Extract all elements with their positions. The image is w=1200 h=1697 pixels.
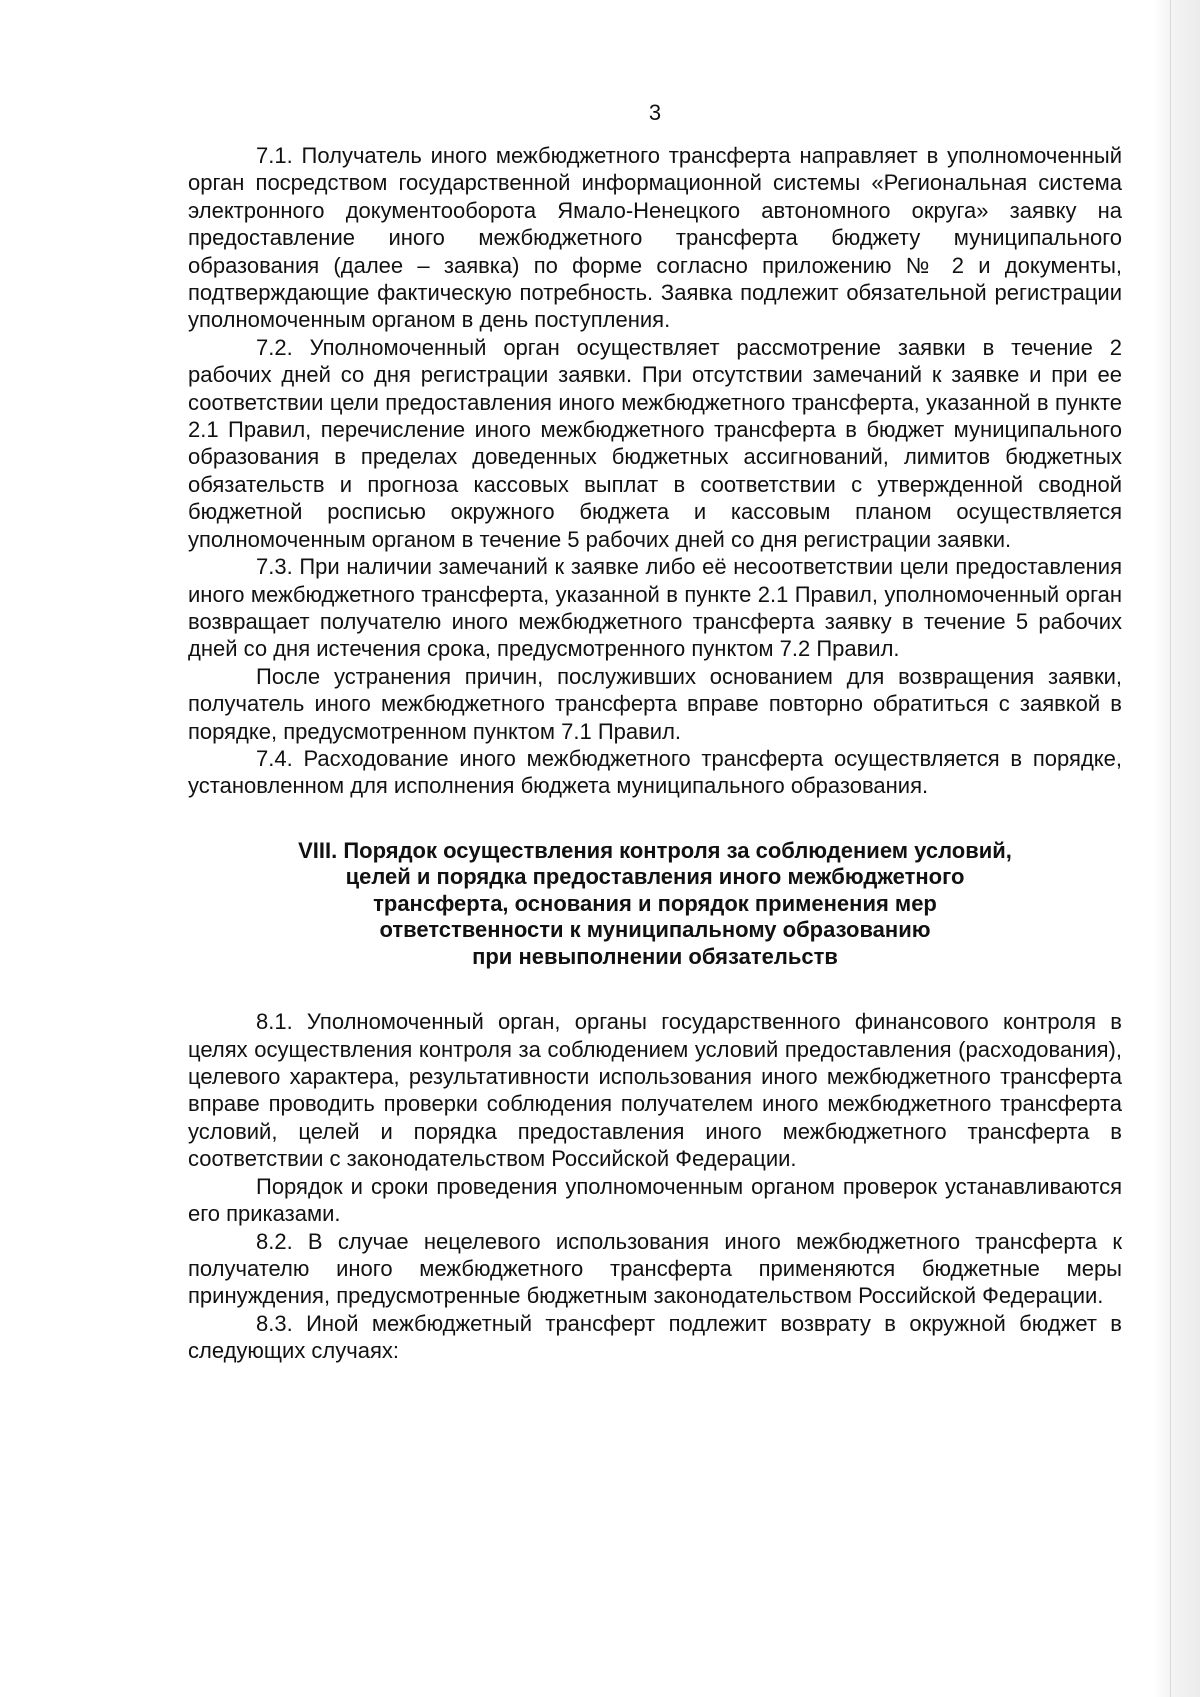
paragraph-8-1: 8.1. Уполномоченный орган, органы государственного финансового контроля в целях осуществления контроля за соблюдением условий предоставления (расходования), целевого характера, результативности использования иного межбюджетного трансферта вправе проводить проверки соблюдения получателем иного межбюджетного трансферта условий, целей и порядка предоставления иного межбюджетного трансферта в соответствии с законодательством Российской Федерации. bbox=[188, 1009, 1122, 1172]
section-8-heading-line: при невыполнении обязательств bbox=[472, 943, 838, 969]
page-edge-shadow bbox=[1154, 0, 1200, 1697]
paragraph-7-1: 7.1. Получатель иного межбюджетного трансферта направляет в уполномоченный орган посредством государственной информационной системы «Региональная система электронного документооборота Ямало-Ненецкого автономного округа» заявку на предоставление иного межбюджетного трансферта бюджету муниципального образования (далее – заявка) по форме согласно приложению № 2 и документы, подтверждающие фактическую потребность. Заявка подлежит обязательной регистрации уполномоченным органом в день поступления. bbox=[188, 143, 1122, 333]
paragraph-8-2: 8.2. В случае нецелевого использования иного межбюджетного трансферта к получателю иного межбюджетного трансферта применяются бюджетные меры принуждения, предусмотренные бюджетным законодательством Российской Федерации. bbox=[188, 1228, 1122, 1309]
paragraph-8-3: 8.3. Иной межбюджетный трансферт подлежит возврату в окружной бюджет в следующих случаях: bbox=[188, 1310, 1122, 1364]
paragraph-7-3: 7.3. При наличии замечаний к заявке либо её несоответствии цели предоставления иного межбюджетного трансферта, указанной в пункте 2.1 Правил, уполномоченный орган возвращает получателю иного межбюджетного трансферта заявку в течение 5 рабочих дней со дня истечения срока, предусмотренного пунктом 7.2 Правил. bbox=[188, 554, 1122, 662]
section-8-heading-line: трансферта, основания и порядок применения мер bbox=[373, 890, 937, 916]
paragraph-7-3-continuation: После устранения причин, послуживших основанием для возвращения заявки, получатель иного межбюджетного трансферта вправе повторно обратиться с заявкой в порядке, предусмотренном пунктом 7.1 Правил. bbox=[188, 663, 1122, 744]
document-body bbox=[188, 142, 1122, 1365]
page-number: 3 bbox=[648, 100, 662, 125]
paragraph-7-2: 7.2. Уполномоченный орган осуществляет рассмотрение заявки в течение 2 рабочих дней со дня регистрации заявки. При отсутствии замечаний к заявке и при ее соответствии цели предоставления иного межбюджетного трансферта, указанной в пункте 2.1 Правил, перечисление иного межбюджетного трансферта в бюджет муниципального образования в пределах доведенных бюджетных ассигнований, лимитов бюджетных обязательств и прогноза кассовых выплат в соответствии с утвержденной сводной бюджетной росписью окружного бюджета и кассовым планом осуществляется уполномоченным органом в течение 5 рабочих дней со дня регистрации заявки. bbox=[188, 334, 1122, 552]
section-8-heading bbox=[228, 838, 1082, 971]
section-8-heading-line: целей и порядка предоставления иного межбюджетного bbox=[345, 864, 965, 890]
section-8-heading-line: VIII. Порядок осуществления контроля за соблюдением условий, bbox=[298, 837, 1012, 863]
paragraph-8-1-continuation: Порядок и сроки проведения уполномоченным органом проверок устанавливаются его приказами. bbox=[188, 1173, 1122, 1227]
paragraph-7-4: 7.4. Расходование иного межбюджетного трансферта осуществляется в порядке, установленном для исполнения бюджета муниципального образования. bbox=[188, 745, 1122, 799]
section-8-heading-line: ответственности к муниципальному образованию bbox=[379, 917, 931, 943]
